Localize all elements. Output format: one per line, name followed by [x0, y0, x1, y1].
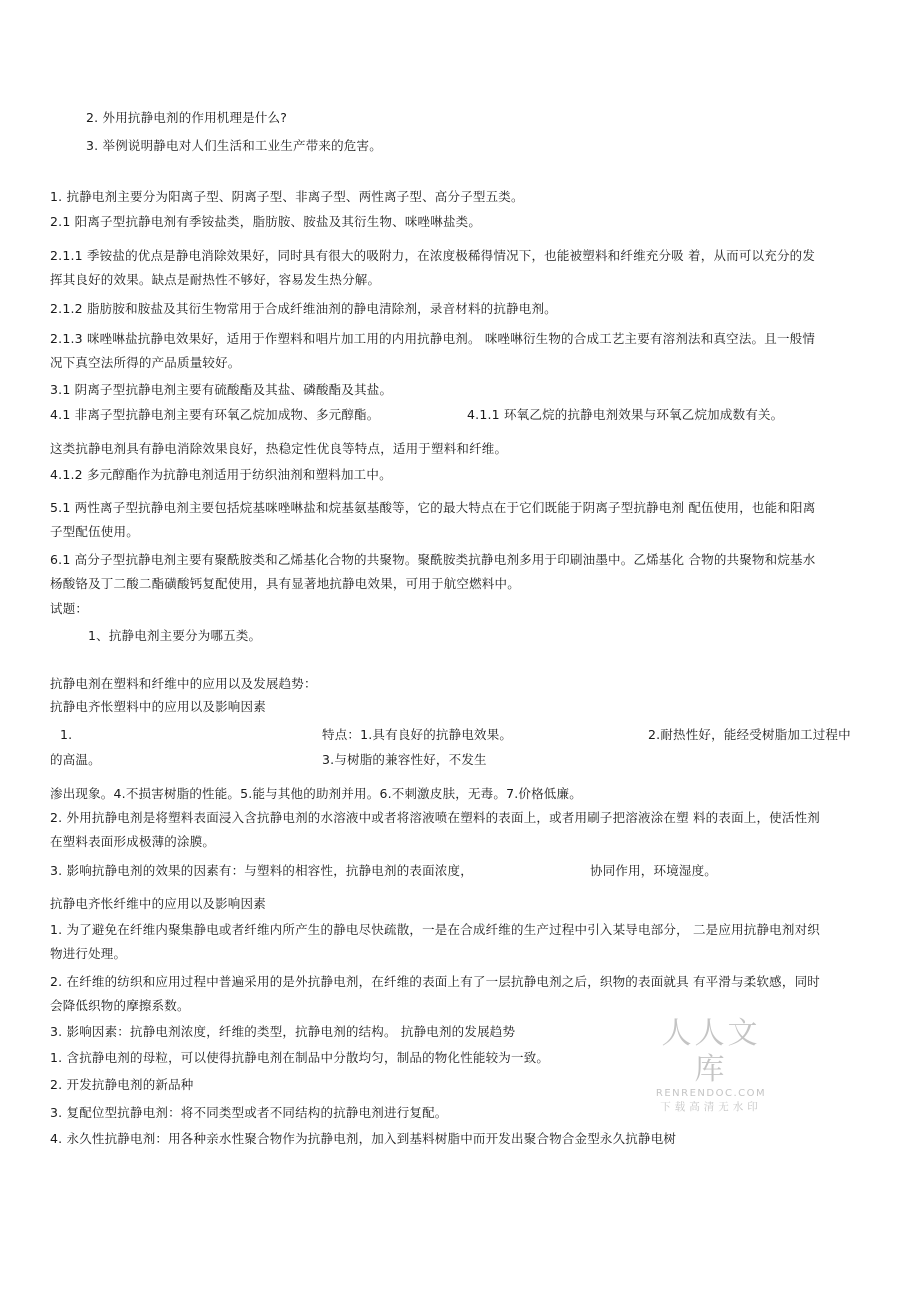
list-item: 4. 永久性抗静电剂：用各种亲水性聚合物作为抗静电剂，加入到基料树脂中而开发出聚合物合金型永久抗静电树: [50, 1131, 677, 1146]
list-item: 2. 开发抗静电剂的新品种: [50, 1077, 194, 1092]
text-line: 5.1 两性离子型抗静电剂主要包括烷基咪唑啉盐和烷基氨基酸等，它的最大特点在于它们既能于阴离子型抗静电剂 配伍使用，也能和阳离: [50, 500, 816, 515]
section-heading: 抗静电剂在塑料和纤维中的应用以及发展趋势：: [50, 676, 317, 691]
text-line: 2.耐热性好，能经受树脂加工过程中: [648, 727, 851, 742]
text-line: 2. 外用抗静电剂是将塑料表面浸入含抗静电剂的水溶液中或者将溶液喷在塑料的表面上，或者用刷子把溶液涂在塑 料的表面上，使活性剂: [50, 810, 820, 825]
text-line: 会降低织物的摩擦系数。: [50, 998, 190, 1013]
text-line: 2.1.3 咪唑啉盐抗静电效果好，适用于作塑料和唱片加工用的内用抗静电剂。 咪唑啉衍生物的合成工艺主要有溶剂法和真空法。且一般情: [50, 331, 816, 346]
text-line: 2.1 阳离子型抗静电剂有季铵盐类，脂肪胺、胺盐及其衍生物、咪唑啉盐类。: [50, 214, 482, 229]
text-line: 的高温。: [50, 752, 101, 767]
text-line: 1. 为了避免在纤维内聚集静电或者纤维内所产生的静电尽快疏散，一是在合成纤维的生产过程中引入某导电部分， 二是应用抗静电剂对织: [50, 922, 820, 937]
text-line: 2.1.2 脂肪胺和胺盐及其衍生物常用于合成纤维油剂的静电清除剂，录音材料的抗静电剂。: [50, 301, 557, 316]
text-line: 3. 影响因素：抗静电剂浓度，纤维的类型，抗静电剂的结构。 抗静电剂的发展趋势: [50, 1024, 516, 1039]
list-item: 3. 复配位型抗静电剂：将不同类型或者不同结构的抗静电剂进行复配。: [50, 1105, 448, 1120]
text-line: 特点：1.具有良好的抗静电效果。: [322, 727, 513, 742]
exam-question: 1、抗静电剂主要分为哪五类。: [88, 628, 262, 643]
watermark-logo-text: 人人文库: [661, 1016, 761, 1087]
text-line: 这类抗静电剂具有静电消除效果良好，热稳定性优良等特点，适用于塑料和纤维。: [50, 441, 508, 456]
text-line: 挥其良好的效果。缺点是耐热性不够好，容易发生热分解。: [50, 272, 381, 287]
text-line: 杨酸铬及丁二酸二酯磺酸钙复配使用，具有显著地抗静电效果，可用于航空燃料中。: [50, 576, 520, 591]
text-line: 3.与树脂的兼容性好，不发生: [322, 752, 487, 767]
text-line: 物进行处理。: [50, 946, 127, 961]
text-line: 协同作用，环境湿度。: [590, 863, 718, 878]
text-line: 4.1.2 多元醇酯作为抗静电剂适用于纺织油剂和塑料加工中。: [50, 467, 392, 482]
list-item: 1. 含抗静电剂的母粒，可以使得抗静电剂在制品中分散均匀，制品的物化性能较为一致。: [50, 1050, 550, 1065]
text-line: 子型配伍使用。: [50, 524, 139, 539]
text-line: 3. 影响抗静电剂的效果的因素有：与塑料的相容性，抗静电剂的表面浓度，: [50, 863, 473, 878]
text-line: 6.1 高分子型抗静电剂主要有聚酰胺类和乙烯基化合物的共聚物。聚酰胺类抗静电剂多用于印刷油墨中。乙烯基化 合物的共聚物和烷基水: [50, 552, 816, 567]
subsection-heading: 抗静电齐怅纤维中的应用以及影响因素: [50, 896, 266, 911]
text-line: 1. 抗静电剂主要分为阳离子型、阴离子型、非离子型、两性离子型、高分子型五类。: [50, 189, 524, 204]
text-line: 3.1 阴离子型抗静电剂主要有硫酸酯及其盐、磷酸酯及其盐。: [50, 382, 393, 397]
text-line: 1.: [60, 727, 73, 742]
question-3: 3. 举例说明静电对人们生活和工业生产带来的危害。: [86, 138, 382, 153]
watermark-url: RENRENDOC.COM: [655, 1088, 767, 1099]
text-line: 在塑料表面形成极薄的涂膜。: [50, 834, 216, 849]
subsection-heading: 抗静电齐怅塑料中的应用以及影响因素: [50, 699, 266, 714]
text-line: 2.1.1 季铵盐的优点是静电消除效果好，同时具有很大的吸附力，在浓度极稀得情况下，也能被塑料和纤维充分吸 着，从而可以充分的发: [50, 248, 816, 263]
text-line: 2. 在纤维的纺织和应用过程中普遍采用的是外抗静电剂，在纤维的表面上有了一层抗静电剂之后，织物的表面就具 有平滑与柔软感，同时: [50, 974, 820, 989]
exam-heading: 试题：: [50, 601, 89, 616]
watermark: [646, 1016, 776, 1114]
text-line: 渗出现象。4.不损害树脂的性能。5.能与其他的助剂并用。6.不刺激皮肤，无毒。7.价格低廉。: [50, 786, 582, 801]
watermark-slogan: 下载高清无水印: [660, 1101, 762, 1113]
text-line: 况下真空法所得的产品质量较好。: [50, 355, 241, 370]
text-line: 4.1 非离子型抗静电剂主要有环氧乙烷加成物、多元醇酯。: [50, 407, 380, 422]
question-2: 2. 外用抗静电剂的作用机理是什么?: [86, 110, 288, 125]
text-line: 4.1.1 环氧乙烷的抗静电剂效果与环氧乙烷加成数有关。: [467, 407, 784, 422]
